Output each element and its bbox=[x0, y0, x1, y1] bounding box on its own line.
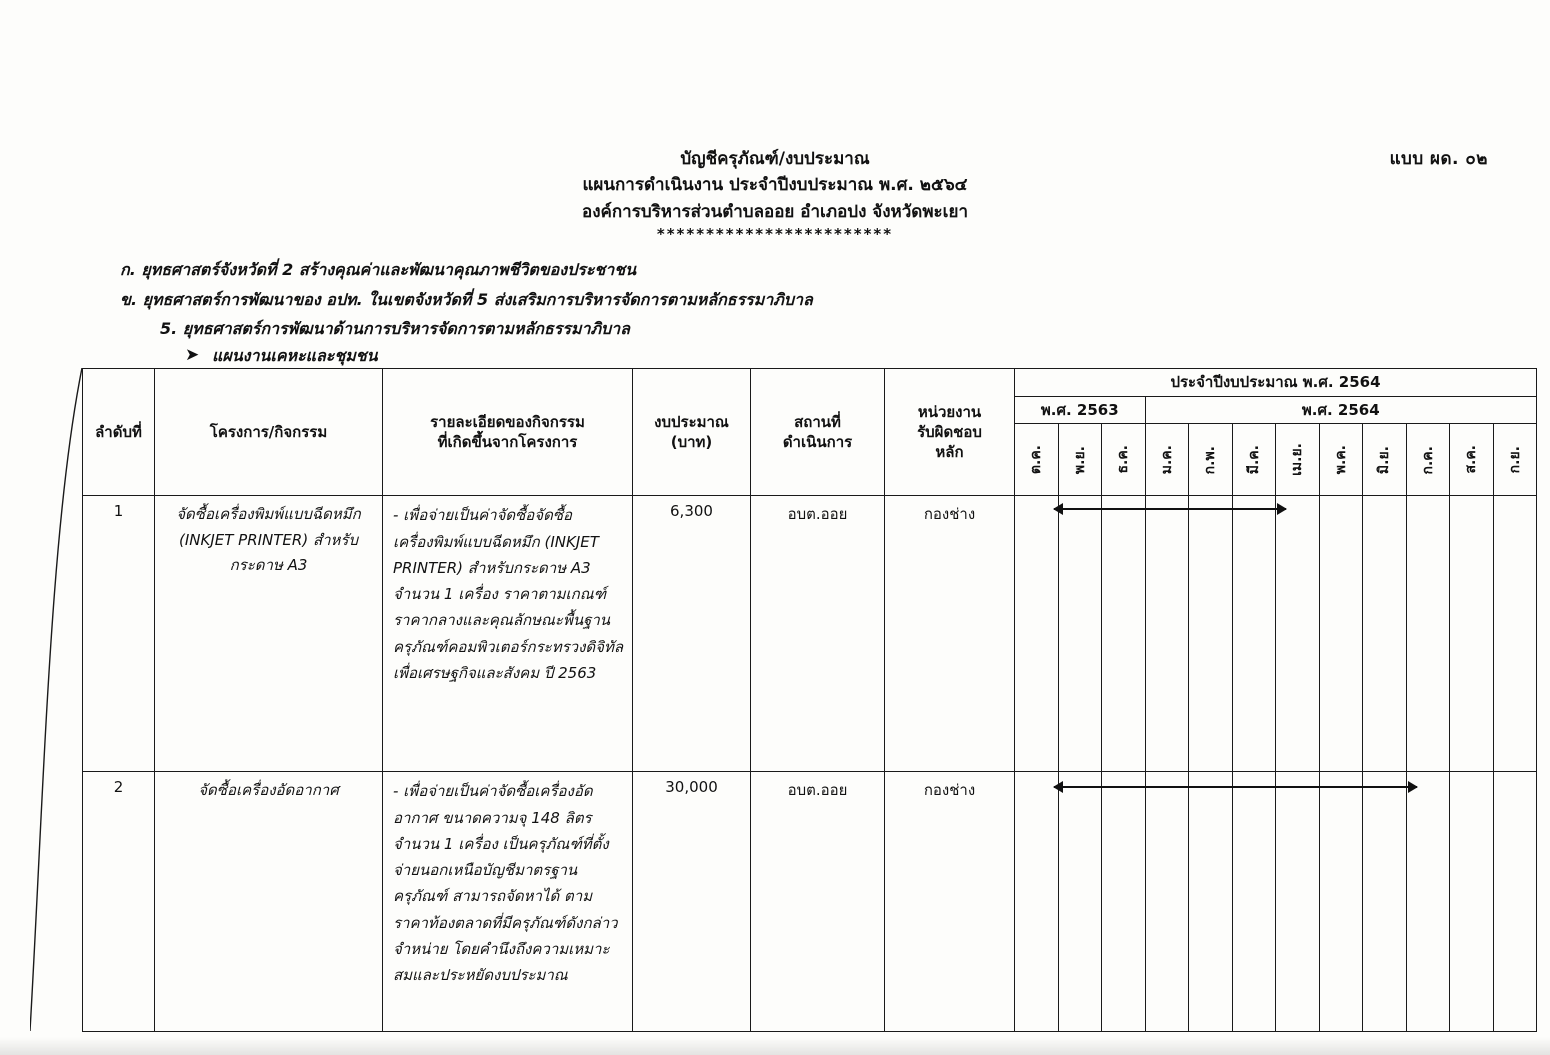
row-detail: - เพื่อจ่ายเป็นค่าจัดซื้อจัดซื้อเครื่องพิมพ์แบบฉีดหมึก (INKJET PRINTER) สำหรับกระดาษ A3 จำนวน 1 เครื่อง ราคาตามเกณฑ์ราคากลางและคุณลักษณะพื้นฐานครุภัณฑ์คอมพิวเตอร์กระทรวงดิจิทัลเพื่อเศรษฐกิจและสังคม ปี 2563 bbox=[383, 496, 633, 772]
header-budget-line2: (บาท) bbox=[670, 433, 713, 452]
header-dept-line2: รับผิดชอบ bbox=[917, 423, 982, 441]
row-detail: - เพื่อจ่ายเป็นค่าจัดซื้อเครื่องอัดอากาศ ขนาดความจุ 148 ลิตร จำนวน 1 เครื่อง เป็นครุภัณฑ์ที่ตั้งจ่ายนอกเหนือบัญชีมาตรฐานครุภัณฑ์ สามารถจัดหาได้ ตามราคาท้องตลาดที่มีครุภัณฑ์ดังกล่าวจำหน่าย โดยคำนึงถึงความเหมาะสมและประหยัดงบประมาณ bbox=[383, 772, 633, 1032]
title-line-2: แผนการดำเนินงาน ประจำปีงบประมาณ พ.ศ. ๒๕๖๔ bbox=[582, 175, 968, 196]
header-month-dec: ธ.ค. bbox=[1102, 424, 1146, 496]
header-month-sep: ก.ย. bbox=[1493, 424, 1537, 496]
row-month-aug bbox=[1450, 496, 1494, 772]
header-fiscal-year: ประจำปีงบประมาณ พ.ศ. 2564 bbox=[1015, 369, 1537, 397]
row-month-jan bbox=[1145, 496, 1189, 772]
header-month-jul: ก.ค. bbox=[1406, 424, 1450, 496]
row-budget: 30,000 bbox=[633, 772, 751, 1032]
page-bottom-shadow bbox=[0, 1037, 1550, 1055]
header-no: ลำดับที่ bbox=[83, 369, 155, 496]
row-month-jul bbox=[1406, 496, 1450, 772]
header-month-feb: ก.พ. bbox=[1189, 424, 1233, 496]
header-dept-line3: หลัก bbox=[935, 443, 964, 462]
page-edge-curve bbox=[30, 368, 90, 1031]
work-plan-label: แผนงานเคหะและชุมชน bbox=[212, 346, 378, 365]
header-detail-line1: รายละเอียดของกิจกรรม bbox=[430, 412, 585, 431]
header-month-may: พ.ค. bbox=[1319, 424, 1363, 496]
row-no: 2 bbox=[83, 772, 155, 1032]
strategy-local-admin: ข. ยุทธศาสตร์การพัฒนาของ อปท. ในเขตจังหวัดที่ 5 ส่งเสริมการบริหารจัดการตามหลักธรรมาภิบาล bbox=[120, 290, 813, 309]
header-place-line1: สถานที่ bbox=[794, 412, 841, 431]
header-place-line2: ดำเนินการ bbox=[782, 433, 853, 452]
row-month-dec bbox=[1102, 772, 1146, 1032]
row-month-jan bbox=[1145, 772, 1189, 1032]
header-project: โครงการ/กิจกรรม bbox=[155, 369, 383, 496]
activity-plan-table-wrapper bbox=[82, 368, 1523, 1031]
header-month-jun: มิ.ย. bbox=[1363, 424, 1407, 496]
row-month-mar bbox=[1232, 496, 1276, 772]
table-row bbox=[83, 772, 1537, 1032]
row-place: อบต.ออย bbox=[751, 496, 885, 772]
document-title-block bbox=[0, 146, 1550, 246]
row-no: 1 bbox=[83, 496, 155, 772]
row-month-may bbox=[1319, 496, 1363, 772]
row-month-sep bbox=[1493, 772, 1537, 1032]
row-department: กองช่าง bbox=[885, 772, 1015, 1032]
row-budget: 6,300 bbox=[633, 496, 751, 772]
form-code: แบบ ผด. ๐๒ bbox=[1389, 149, 1488, 169]
header-month-oct: ต.ค. bbox=[1015, 424, 1059, 496]
strategy-province: ก. ยุทธศาสตร์จังหวัดที่ 2 สร้างคุณค่าและพัฒนาคุณภาพชีวิตของประชาชน bbox=[120, 260, 637, 279]
title-line-3: องค์การบริหารส่วนตำบลออย อำเภอปง จังหวัดพะเยา bbox=[582, 201, 968, 222]
row-project: จัดซื้อเครื่องอัดอากาศ bbox=[155, 772, 383, 1032]
header-month-jan: ม.ค. bbox=[1145, 424, 1189, 496]
header-month-apr: เม.ย. bbox=[1276, 424, 1320, 496]
row-month-feb bbox=[1189, 496, 1233, 772]
row-department: กองช่าง bbox=[885, 496, 1015, 772]
row-place: อบต.ออย bbox=[751, 772, 885, 1032]
strategy-item-5: 5. ยุทธศาสตร์การพัฒนาด้านการบริหารจัดการตามหลักธรรมาภิบาล bbox=[160, 319, 630, 338]
table-row bbox=[83, 496, 1537, 772]
row-month-feb bbox=[1189, 772, 1233, 1032]
row-month-oct bbox=[1015, 772, 1059, 1032]
row-month-apr bbox=[1276, 772, 1320, 1032]
header-detail bbox=[383, 369, 633, 496]
header-year-2563: พ.ศ. 2563 bbox=[1015, 397, 1146, 424]
header-budget-line1: งบประมาณ bbox=[654, 412, 729, 431]
row-month-nov bbox=[1058, 772, 1102, 1032]
row-month-jun bbox=[1363, 772, 1407, 1032]
header-dept-line1: หน่วยงาน bbox=[917, 402, 982, 421]
header-month-aug: ส.ค. bbox=[1450, 424, 1494, 496]
row-month-nov bbox=[1058, 496, 1102, 772]
row-month-oct bbox=[1015, 496, 1059, 772]
header-department bbox=[885, 369, 1015, 496]
header-month-nov: พ.ย. bbox=[1058, 424, 1102, 496]
row-month-may bbox=[1319, 772, 1363, 1032]
header-detail-line2: ที่เกิดขึ้นจากโครงการ bbox=[437, 433, 578, 452]
row-month-sep bbox=[1493, 496, 1537, 772]
activity-plan-table bbox=[82, 368, 1537, 1032]
arrow-bullet-icon: ➤ bbox=[185, 345, 200, 365]
row-month-jul bbox=[1406, 772, 1450, 1032]
header-place bbox=[751, 369, 885, 496]
row-month-jun bbox=[1363, 496, 1407, 772]
header-year-2564: พ.ศ. 2564 bbox=[1145, 397, 1537, 424]
row-month-aug bbox=[1450, 772, 1494, 1032]
row-month-mar bbox=[1232, 772, 1276, 1032]
title-separator: ************************ bbox=[656, 225, 894, 244]
row-project: จัดซื้อเครื่องพิมพ์แบบฉีดหมึก (INKJET PRINTER) สำหรับกระดาษ A3 bbox=[155, 496, 383, 772]
title-line-1: บัญชีครุภัณฑ์/งบประมาณ bbox=[680, 149, 870, 169]
row-month-apr bbox=[1276, 496, 1320, 772]
row-month-dec bbox=[1102, 496, 1146, 772]
header-budget bbox=[633, 369, 751, 496]
header-month-mar: มี.ค. bbox=[1232, 424, 1276, 496]
